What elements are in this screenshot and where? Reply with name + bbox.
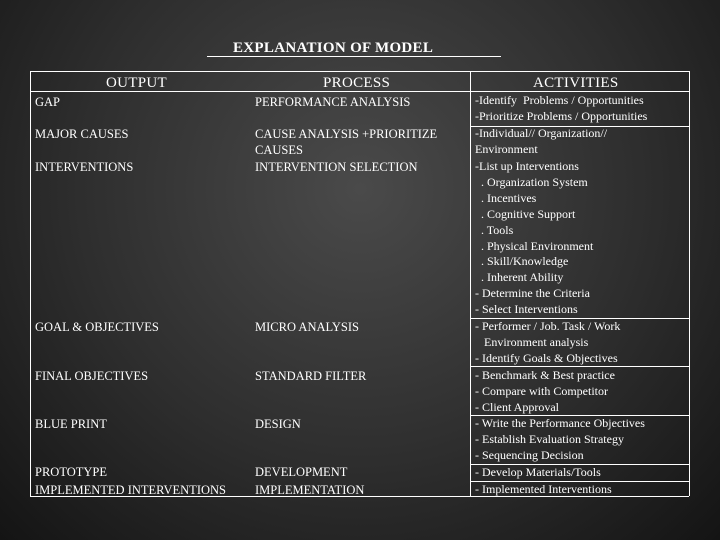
output-cell: IMPLEMENTED INTERVENTIONS (35, 483, 226, 497)
process-cell: STANDARD FILTER (255, 369, 367, 383)
output-cell: GOAL & OBJECTIVES (35, 320, 159, 334)
process-cell: DEVELOPMENT (255, 465, 348, 479)
process-cell: INTERVENTION SELECTION (255, 160, 418, 174)
header-process: PROCESS (323, 75, 391, 91)
slide-title: EXPLANATION OF MODEL (233, 40, 434, 56)
activities-cell: -Identify Problems / Opportunities -Prioritize Problems / Opportunities (475, 93, 648, 123)
header-output: OUTPUT (106, 75, 167, 91)
output-cell: INTERVENTIONS (35, 160, 134, 174)
process-cell: PERFORMANCE ANALYSIS (255, 95, 411, 109)
activities-cell: - Performer / Job. Task / Work Environment analysis - Identify Goals & Objectives (475, 319, 621, 365)
table-top-border (30, 71, 689, 72)
output-cell: GAP (35, 95, 61, 109)
header-activities: ACTIVITIES (533, 75, 619, 91)
table-left-border (30, 71, 31, 496)
output-cell: FINAL OBJECTIVES (35, 369, 149, 383)
output-cell: BLUE PRINT (35, 417, 107, 431)
output-cell: PROTOTYPE (35, 465, 108, 479)
activities-cell: - Benchmark & Best practice - Compare with Competitor - Client Approval (475, 368, 615, 414)
activities-cell: - Implemented Interventions (475, 482, 612, 496)
activities-cell: - Develop Materials/Tools (475, 465, 601, 479)
output-cell: MAJOR CAUSES (35, 127, 129, 141)
process-cell: CAUSE ANALYSIS +PRIORITIZE CAUSES (255, 127, 438, 157)
activities-cell: - Write the Performance Objectives - Establish Evaluation Strategy - Sequencing Decision (475, 416, 645, 462)
table-right-border (689, 71, 690, 496)
process-cell: IMPLEMENTATION (255, 483, 365, 497)
activities-cell: -Individual// Organization// Environment (475, 126, 608, 156)
process-cell: MICRO ANALYSIS (255, 320, 359, 334)
process-cell: DESIGN (255, 417, 301, 431)
column-divider (470, 71, 471, 496)
title-underline (207, 56, 501, 57)
activities-cell: -List up Interventions . Organization System . Incentives . Cognitive Support . Tools . Physical Environment . Skill/Knowledge . Inherent Ability - Determine the Criteria - Select Interventions (475, 159, 594, 317)
